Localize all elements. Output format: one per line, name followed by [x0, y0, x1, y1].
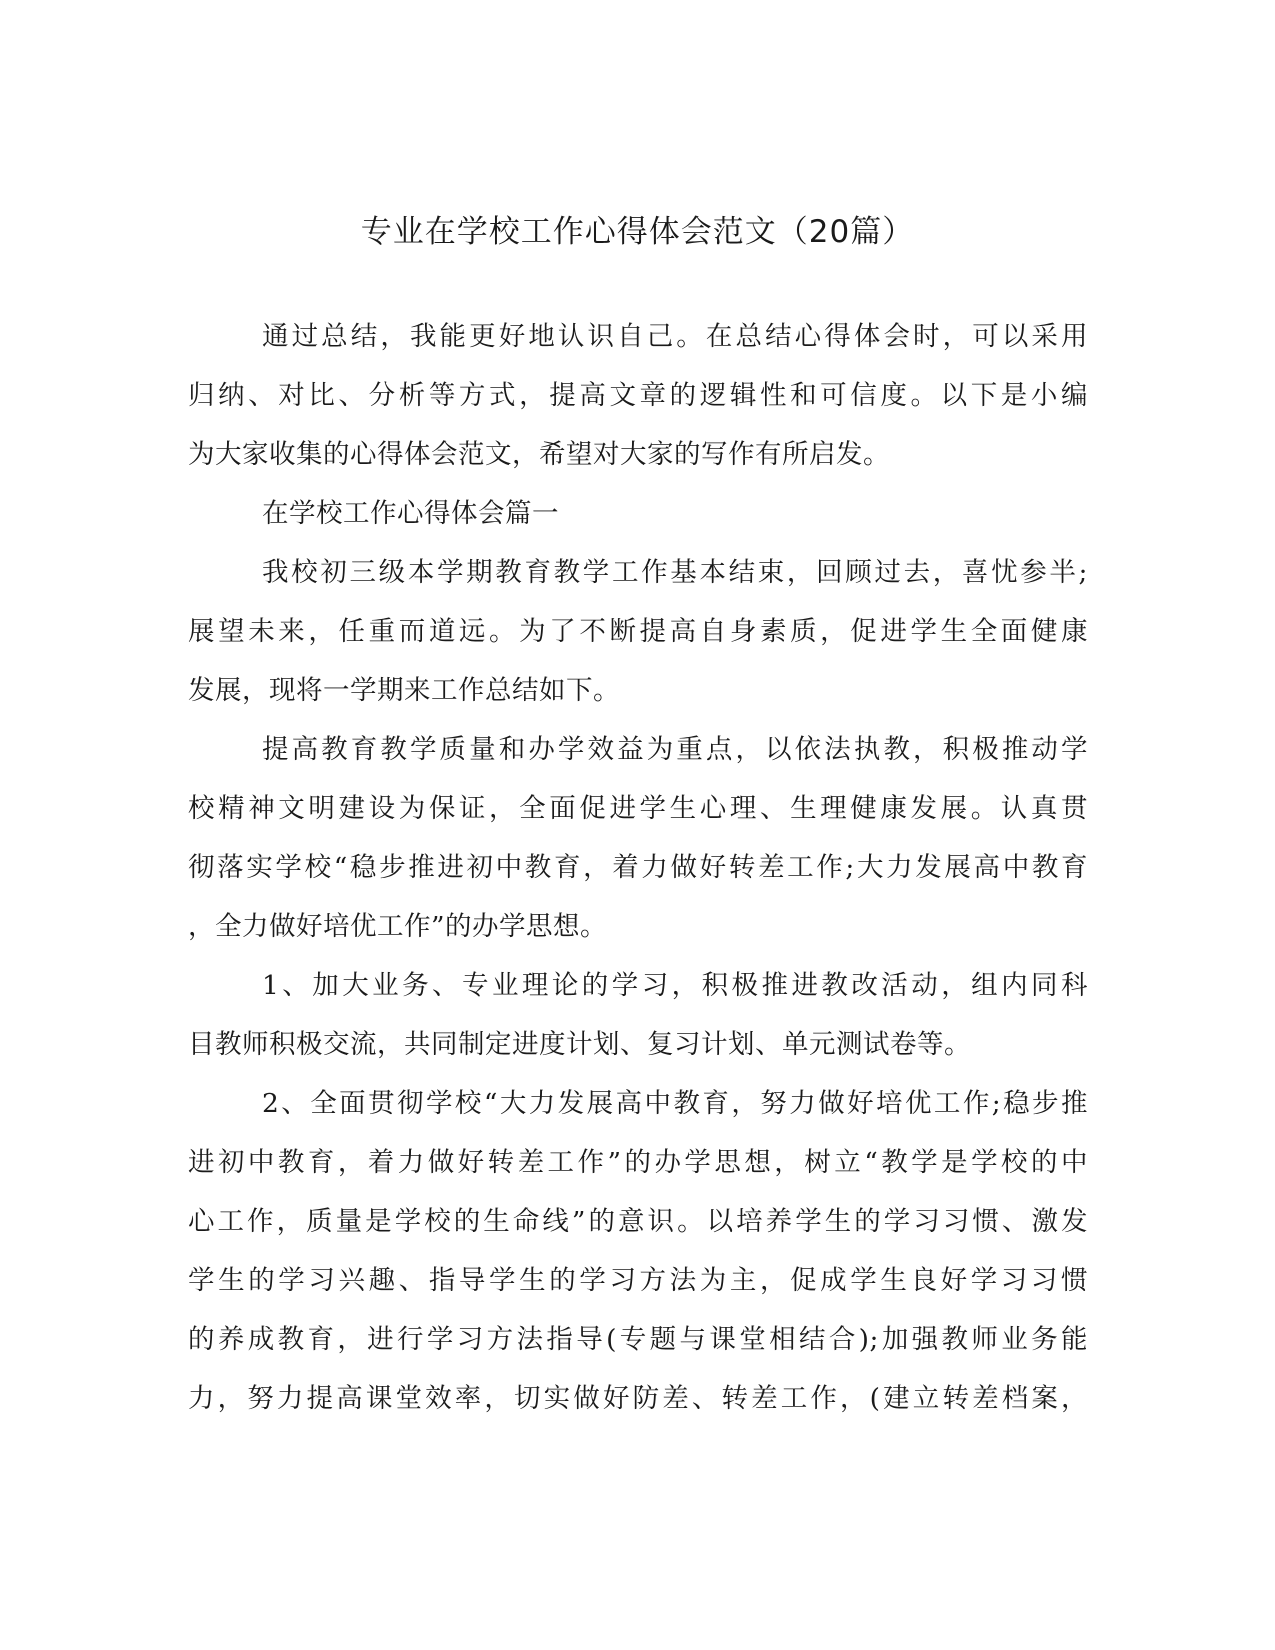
list-item-2-line: 进初中教育，着力做好转差工作”的办学思想，树立“教学是学校的中 [188, 1147, 1088, 1178]
paragraph-line: 发展，现将一学期来工作总结如下。 [188, 675, 620, 706]
list-item-2-line: 学生的学习兴趣、指导学生的学习方法为主，促成学生良好学习习惯 [188, 1265, 1088, 1296]
paragraph-line: ，全力做好培优工作”的办学思想。 [188, 911, 608, 942]
intro-line-1: 通过总结，我能更好地认识自己。在总结心得体会时，可以采用 [262, 321, 1088, 352]
document-title: 专业在学校工作心得体会范文（20篇） [360, 214, 915, 250]
list-item-2-line: 心工作，质量是学校的生命线”的意识。以培养学生的学习习惯、激发 [188, 1206, 1088, 1237]
paragraph-line: 校精神文明建设为保证，全面促进学生心理、生理健康发展。认真贯 [188, 793, 1088, 824]
list-item-2-line: 的养成教育，进行学习方法指导(专题与课堂相结合);加强教师业务能 [188, 1324, 1088, 1355]
paragraph-line: 展望未来，任重而道远。为了不断提高自身素质，促进学生全面健康 [188, 616, 1088, 647]
paragraph-line: 我校初三级本学期教育教学工作基本结束，回顾过去，喜忧参半; [262, 557, 1088, 588]
paragraph-line: 提高教育教学质量和办学效益为重点，以依法执教，积极推动学 [262, 734, 1088, 765]
intro-line-3: 为大家收集的心得体会范文，希望对大家的写作有所启发。 [188, 439, 890, 470]
list-item-2-line: 力，努力提高课堂效率，切实做好防差、转差工作，(建立转差档案， [188, 1383, 1088, 1414]
section-heading: 在学校工作心得体会篇一 [262, 498, 559, 529]
list-item-1-line: 1、加大业务、专业理论的学习，积极推进教改活动，组内同科 [262, 970, 1088, 1001]
paragraph-line: 彻落实学校“稳步推进初中教育，着力做好转差工作;大力发展高中教育 [188, 852, 1088, 883]
list-item-2-line: 2、全面贯彻学校“大力发展高中教育，努力做好培优工作;稳步推 [262, 1088, 1088, 1119]
intro-line-2: 归纳、对比、分析等方式，提高文章的逻辑性和可信度。以下是小编 [188, 380, 1088, 411]
list-item-1-line: 目教师积极交流，共同制定进度计划、复习计划、单元测试卷等。 [188, 1029, 971, 1060]
